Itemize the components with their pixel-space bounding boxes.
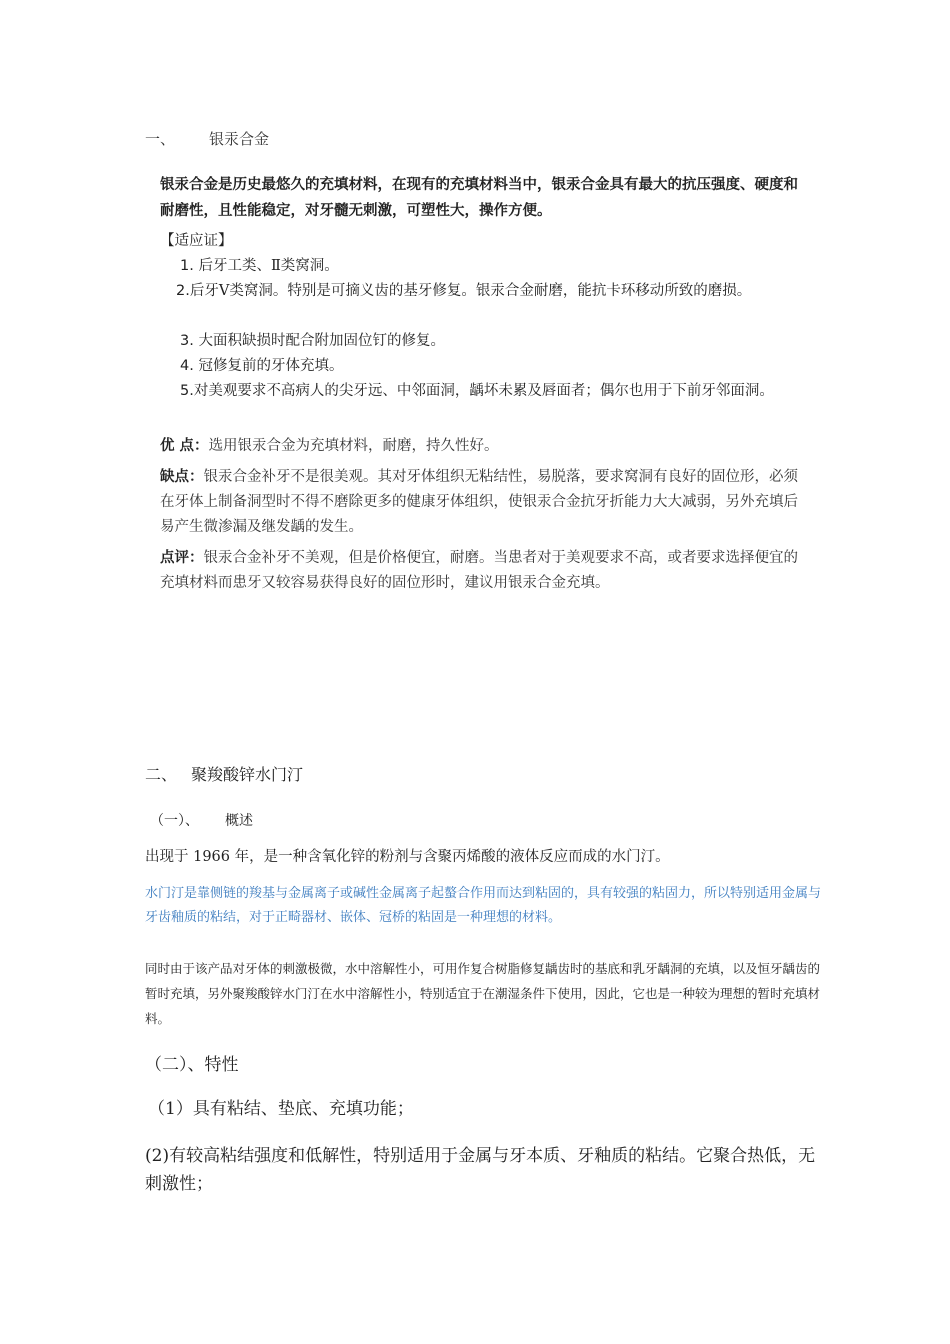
disadvantages-text: 银汞合金补牙不是很美观。其对牙体组织无粘结性，易脱落，要求窝洞有良好的固位形，必须在牙体上制备洞型时不得不磨除更多的健康牙体组织，使银汞合金抗牙折能力大大减弱，另外充填后易产生微渗漏及继发龋的发生。 (160, 469, 798, 535)
comment-paragraph (160, 546, 800, 596)
indication-num-1: 1. (180, 258, 194, 274)
overview-title: 概述 (225, 813, 253, 829)
overview-paragraph-1: 出现于 1966 年，是一种含氧化锌的粉剂与含聚丙烯酸的液体反应而成的水门汀。 (145, 849, 670, 865)
indication-num-2: 2. (176, 283, 190, 299)
section2-number: 二、 (145, 765, 178, 784)
overview-number: （一）、 (150, 813, 199, 829)
indication-text-2: 后牙Ⅴ类窝洞。特别是可摘义齿的基牙修复。银汞合金耐磨，能抗卡环移动所致的磨损。 (189, 283, 752, 299)
indication-num-5: 5. (180, 383, 194, 399)
comment-label: 点评： (160, 550, 204, 566)
section1-intro: 银汞合金是历史最悠久的充填材料，在现有的充填材料当中，银汞合金具有最大的抗压强度、硬度和耐磨性，且性能稳定，对牙髓无刺激，可塑性大，操作方便。 (160, 177, 798, 219)
section1-number: 一、 (145, 130, 176, 148)
indication-item-1 (148, 254, 808, 279)
disadvantages-label: 缺点： (160, 469, 204, 485)
indication-text-4: 冠修复前的牙体充填。 (198, 358, 344, 374)
advantages-text: 选用银汞合金为充填材料，耐磨，持久性好。 (208, 438, 499, 454)
indication-item-3 (148, 329, 808, 354)
indication-text-5: 对美观要求不高病人的尖牙远、中邻面洞，龋坏未累及唇面者；偶尔也用于下前牙邻面洞。 (193, 383, 774, 399)
feature-item-2: (2)有较高粘结强度和低解性，特别适用于金属与牙本质、牙釉质的粘结。它聚合热低，无刺激性； (145, 1146, 816, 1194)
section1-heading (145, 128, 269, 149)
section2-title: 聚羧酸锌水门汀 (191, 765, 304, 784)
indication-item-2 (148, 279, 808, 304)
advantages-label: 优 点： (160, 438, 209, 454)
feature-item-1: （1）具有粘结、垫底、充填功能； (148, 1099, 414, 1119)
section1-title: 银汞合金 (209, 130, 270, 148)
comment-text: 银汞合金补牙不美观，但是价格便宜，耐磨。当患者对于美观要求不高，或者要求选择便宜的充填材料而患牙又较容易获得良好的固位形时，建议用银汞合金充填。 (160, 550, 798, 591)
indication-num-3: 3. (180, 333, 194, 349)
overview-paragraph-3: 同时由于该产品对牙体的刺激极微，水中溶解性小，可用作复合树脂修复龋齿时的基底和乳牙龋洞的充填，以及恒牙龋齿的暂时充填，另外聚羧酸锌水门汀在水中溶解性小，特别适宜于在潮湿条件下使用，因此，它也是一种较为理想的暂时充填材料。 (145, 961, 821, 1026)
indications-tag: 【适应证】 (160, 233, 233, 249)
indication-text-1: 后牙工类、Ⅱ类窝洞。 (198, 258, 339, 274)
indication-item-4 (148, 354, 808, 379)
overview-paragraph-2: 水门汀是靠侧链的羧基与金属离子或碱性金属离子起螯合作用而达到粘固的，具有较强的粘固力，所以特别适用金属与牙齿釉质的粘结，对于正畸器材、嵌体、冠桥的粘固是一种理想的材料。 (145, 886, 822, 925)
disadvantages-paragraph (160, 465, 800, 540)
advantages-paragraph (160, 434, 800, 459)
section2-heading (145, 762, 303, 785)
indication-item-5 (148, 379, 808, 404)
indication-text-3: 大面积缺损时配合附加固位钉的修复。 (198, 333, 445, 349)
indication-num-4: 4. (180, 358, 194, 374)
features-heading: （二）、特性 (145, 1055, 239, 1075)
overview-heading (150, 810, 253, 830)
